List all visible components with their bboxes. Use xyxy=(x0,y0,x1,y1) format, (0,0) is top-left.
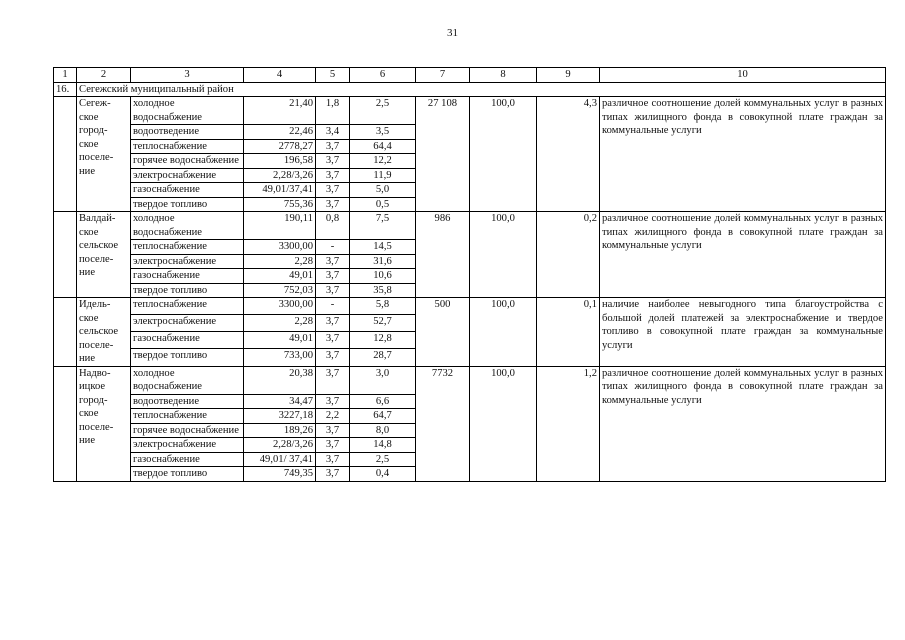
share-cell: 8,0 xyxy=(350,423,416,438)
share-cell: 12,8 xyxy=(350,332,416,349)
index-cell: 3,7 xyxy=(316,283,350,298)
index-cell: 3,7 xyxy=(316,197,350,212)
table-row xyxy=(54,366,886,394)
percent-cell: 100,0 xyxy=(470,212,537,298)
tariff-cell: 3300,00 xyxy=(244,298,316,315)
tariff-cell: 49,01 xyxy=(244,332,316,349)
tariff-cell: 22,46 xyxy=(244,125,316,140)
index-cell: 3,7 xyxy=(316,139,350,154)
percent-cell: 100,0 xyxy=(470,298,537,367)
index-cell: 3,7 xyxy=(316,332,350,349)
tariff-cell: 2,28/3,26 xyxy=(244,438,316,453)
blank-cell xyxy=(54,97,77,212)
note-cell: различное соотношение долей коммунальных услуг в разных типах жилищного фонда в совокупной плате граждан за коммунальные услуги xyxy=(600,366,886,481)
header-cell: 2 xyxy=(77,68,131,83)
section-number: 16. xyxy=(54,82,77,97)
header-cell: 6 xyxy=(350,68,416,83)
tariff-cell: 755,36 xyxy=(244,197,316,212)
note-cell: различное соотношение долей коммунальных услуг в разных типах жилищного фонда в совокупной плате граждан за коммунальные услуги xyxy=(600,97,886,212)
tariff-cell: 49,01/ 37,41 xyxy=(244,452,316,467)
tariff-cell: 3227,18 xyxy=(244,409,316,424)
settlement-name: Надво- ицкое город- ское поселе- ние xyxy=(77,366,131,481)
header-cell: 10 xyxy=(600,68,886,83)
index-cell: 3,7 xyxy=(316,394,350,409)
share-cell: 52,7 xyxy=(350,315,416,332)
share-cell: 11,9 xyxy=(350,168,416,183)
section-row xyxy=(54,82,886,97)
tariff-cell: 752,03 xyxy=(244,283,316,298)
tariff-cell: 2,28/3,26 xyxy=(244,168,316,183)
share-cell: 6,6 xyxy=(350,394,416,409)
service-cell: холодное водоснабжение xyxy=(131,366,244,394)
service-cell: газоснабжение xyxy=(131,332,244,349)
service-cell: твердое топливо xyxy=(131,197,244,212)
tariff-cell: 3300,00 xyxy=(244,240,316,255)
value-cell: 4,3 xyxy=(537,97,600,212)
header-cell: 9 xyxy=(537,68,600,83)
blank-cell xyxy=(54,366,77,481)
index-cell: 0,8 xyxy=(316,212,350,240)
service-cell: газоснабжение xyxy=(131,452,244,467)
table-row xyxy=(54,212,886,240)
tariff-cell: 2,28 xyxy=(244,254,316,269)
index-cell: 1,8 xyxy=(316,97,350,125)
settlement-name: Сегеж- ское город- ское поселе- ние xyxy=(77,97,131,212)
index-cell: 3,7 xyxy=(316,315,350,332)
index-cell: 3,7 xyxy=(316,438,350,453)
share-cell: 12,2 xyxy=(350,154,416,169)
share-cell: 14,8 xyxy=(350,438,416,453)
blank-cell xyxy=(54,298,77,367)
section-title: Сегежский муниципальный район xyxy=(77,82,886,97)
index-cell: 3,7 xyxy=(316,183,350,198)
index-cell: 3,7 xyxy=(316,269,350,284)
tariff-table xyxy=(53,67,886,482)
index-cell: - xyxy=(316,240,350,255)
share-cell: 5,0 xyxy=(350,183,416,198)
tariff-cell: 189,26 xyxy=(244,423,316,438)
header-cell: 5 xyxy=(316,68,350,83)
index-cell: 3,7 xyxy=(316,349,350,366)
note-cell: различное соотношение долей коммунальных услуг в разных типах жилищного фонда в совокупной плате граждан за коммунальные услуги xyxy=(600,212,886,298)
page-number: 31 xyxy=(447,27,458,39)
share-cell: 64,7 xyxy=(350,409,416,424)
population-cell: 500 xyxy=(416,298,470,367)
share-cell: 10,6 xyxy=(350,269,416,284)
share-cell: 0,4 xyxy=(350,467,416,482)
share-cell: 35,8 xyxy=(350,283,416,298)
service-cell: электроснабжение xyxy=(131,254,244,269)
service-cell: холодное водоснабжение xyxy=(131,212,244,240)
percent-cell: 100,0 xyxy=(470,366,537,481)
tariff-cell: 49,01 xyxy=(244,269,316,284)
service-cell: горячее водоснабжение xyxy=(131,423,244,438)
index-cell: 3,7 xyxy=(316,366,350,394)
service-cell: теплоснабжение xyxy=(131,139,244,154)
settlement-name: Валдай- ское сельское поселе- ние xyxy=(77,212,131,298)
tariff-cell: 34,47 xyxy=(244,394,316,409)
share-cell: 5,8 xyxy=(350,298,416,315)
share-cell: 2,5 xyxy=(350,97,416,125)
index-cell: - xyxy=(316,298,350,315)
service-cell: газоснабжение xyxy=(131,269,244,284)
service-cell: электроснабжение xyxy=(131,438,244,453)
index-cell: 3,7 xyxy=(316,154,350,169)
header-cell: 4 xyxy=(244,68,316,83)
tariff-cell: 190,11 xyxy=(244,212,316,240)
value-cell: 0,1 xyxy=(537,298,600,367)
share-cell: 3,0 xyxy=(350,366,416,394)
service-cell: теплоснабжение xyxy=(131,240,244,255)
share-cell: 31,6 xyxy=(350,254,416,269)
tariff-cell: 21,40 xyxy=(244,97,316,125)
service-cell: холодное водоснабжение xyxy=(131,97,244,125)
service-cell: электроснабжение xyxy=(131,315,244,332)
header-cell: 8 xyxy=(470,68,537,83)
blank-cell xyxy=(54,212,77,298)
value-cell: 0,2 xyxy=(537,212,600,298)
table-row xyxy=(54,97,886,125)
index-cell: 3,7 xyxy=(316,254,350,269)
share-cell: 7,5 xyxy=(350,212,416,240)
service-cell: твердое топливо xyxy=(131,467,244,482)
tariff-cell: 20,38 xyxy=(244,366,316,394)
share-cell: 64,4 xyxy=(350,139,416,154)
population-cell: 27 108 xyxy=(416,97,470,212)
index-cell: 3,7 xyxy=(316,168,350,183)
share-cell: 28,7 xyxy=(350,349,416,366)
tariff-cell: 749,35 xyxy=(244,467,316,482)
header-cell: 1 xyxy=(54,68,77,83)
service-cell: теплоснабжение xyxy=(131,409,244,424)
index-cell: 3,7 xyxy=(316,452,350,467)
service-cell: твердое топливо xyxy=(131,349,244,366)
service-cell: электроснабжение xyxy=(131,168,244,183)
settlement-name: Идель- ское сельское поселе- ние xyxy=(77,298,131,367)
service-cell: теплоснабжение xyxy=(131,298,244,315)
share-cell: 0,5 xyxy=(350,197,416,212)
share-cell: 3,5 xyxy=(350,125,416,140)
share-cell: 14,5 xyxy=(350,240,416,255)
tariff-cell: 2778,27 xyxy=(244,139,316,154)
service-cell: водоотведение xyxy=(131,125,244,140)
population-cell: 986 xyxy=(416,212,470,298)
tariff-cell: 196,58 xyxy=(244,154,316,169)
header-cell: 3 xyxy=(131,68,244,83)
service-cell: горячее водоснабжение xyxy=(131,154,244,169)
tariff-cell: 2,28 xyxy=(244,315,316,332)
index-cell: 3,4 xyxy=(316,125,350,140)
service-cell: твердое топливо xyxy=(131,283,244,298)
note-cell: наличие наиболее невыгодного типа благоустройства с большой долей платежей за электроснабжение и твердое топливо в совокупной плате граждан за коммунальные услуги xyxy=(600,298,886,367)
table-row xyxy=(54,298,886,315)
value-cell: 1,2 xyxy=(537,366,600,481)
index-cell: 3,7 xyxy=(316,467,350,482)
index-cell: 2,2 xyxy=(316,409,350,424)
header-row xyxy=(54,68,886,83)
header-cell: 7 xyxy=(416,68,470,83)
service-cell: водоотведение xyxy=(131,394,244,409)
percent-cell: 100,0 xyxy=(470,97,537,212)
share-cell: 2,5 xyxy=(350,452,416,467)
tariff-cell: 49,01/37,41 xyxy=(244,183,316,198)
population-cell: 7732 xyxy=(416,366,470,481)
index-cell: 3,7 xyxy=(316,423,350,438)
tariff-cell: 733,00 xyxy=(244,349,316,366)
service-cell: газоснабжение xyxy=(131,183,244,198)
